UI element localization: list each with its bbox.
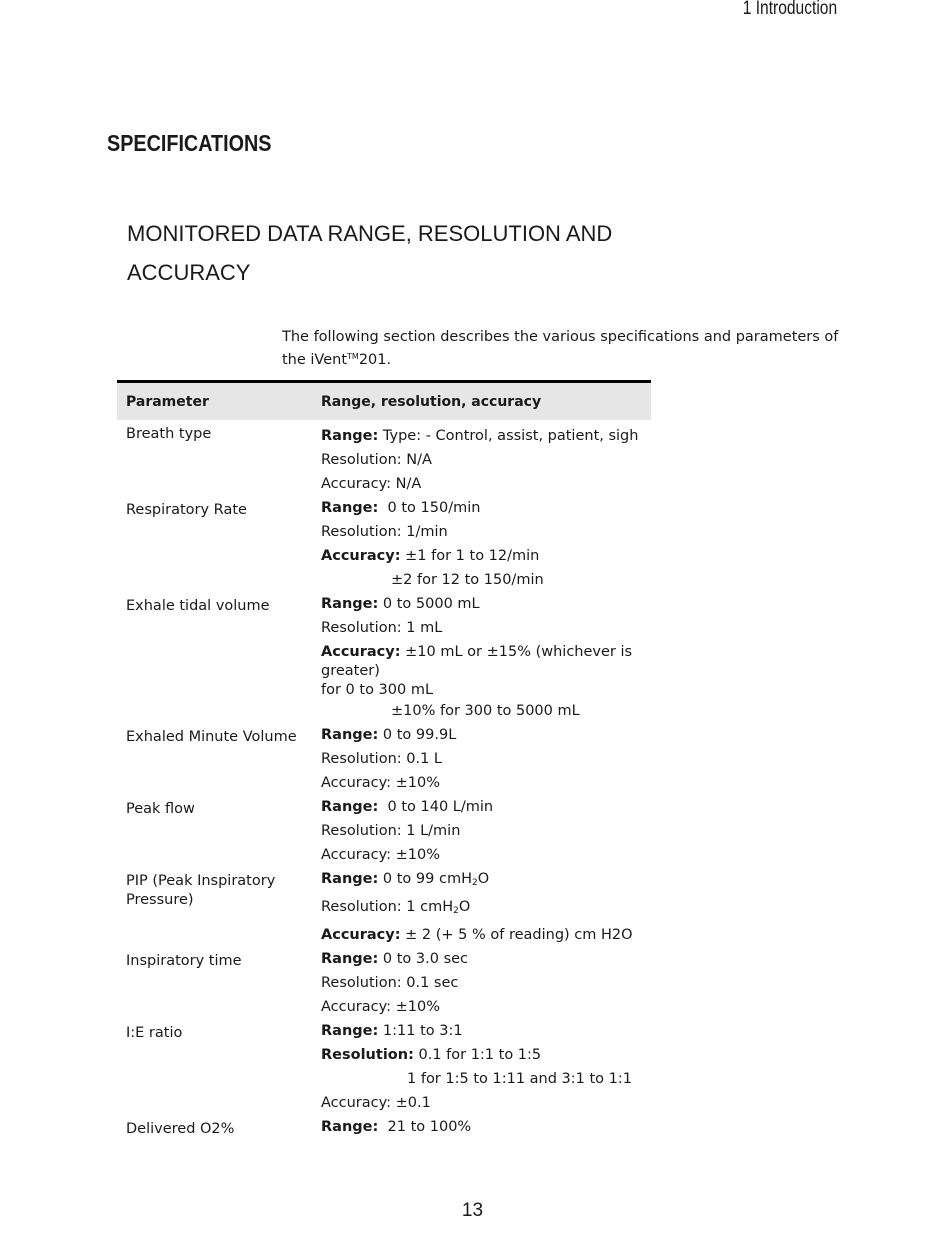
- spec-label: Range:: [321, 799, 379, 815]
- spec-cell: [312, 948, 651, 1020]
- spec-text: 0 to 3.0 sec: [378, 951, 469, 967]
- table-body: [117, 420, 651, 1140]
- parameter-cell: Exhale tidal volume: [126, 598, 270, 614]
- spec-line: [321, 473, 642, 497]
- section-title: SPECIFICATIONS: [107, 130, 272, 156]
- spec-text: Resolution: 1 mL: [321, 620, 443, 636]
- spec-text: Resolution: 1/min: [321, 524, 448, 540]
- spec-line: [321, 772, 642, 796]
- spec-label: Accuracy:: [321, 927, 401, 943]
- spec-label: Range:: [321, 871, 379, 887]
- spec-text: 1:11 to 3:1: [378, 1023, 463, 1039]
- spec-label: Range:: [321, 596, 379, 612]
- spec-line: [321, 700, 642, 724]
- spec-line: [321, 569, 642, 593]
- trademark-symbol: TM: [347, 351, 359, 361]
- spec-line: [321, 545, 642, 569]
- spec-label: Range:: [321, 1119, 379, 1135]
- spec-line: [321, 425, 642, 449]
- spec-line: [321, 1044, 642, 1068]
- intro-text: The following section describes the various specifications and parameters of the iVent: [282, 328, 839, 368]
- spec-line: [321, 449, 642, 473]
- spec-text: Type: - Control, assist, patient, sigh: [378, 428, 639, 444]
- spec-line: [321, 924, 642, 948]
- spec-text: Accuracy: ±10%: [321, 999, 441, 1015]
- spec-text: ± 2 (+ 5 % of reading) cm H2O: [400, 927, 633, 943]
- spec-text: 0 to 140 L/min: [378, 799, 494, 815]
- spec-line: [321, 641, 642, 681]
- spec-label: Resolution:: [321, 1047, 414, 1063]
- spec-text: 0 to 99.9L: [378, 727, 457, 743]
- spec-line: [321, 896, 642, 924]
- spec-label: Range:: [321, 1023, 379, 1039]
- spec-label: Accuracy:: [321, 644, 401, 660]
- parameter-cell: Exhaled Minute Volume: [126, 729, 297, 745]
- spec-text: ±10 mL or ±15% (whichever is greater): [321, 644, 637, 679]
- spec-line: [321, 796, 642, 820]
- spec-line: [321, 844, 642, 868]
- spec-line: [321, 1020, 642, 1044]
- spec-text: Resolution: 0.1 L: [321, 751, 443, 767]
- spec-line: [321, 1068, 642, 1092]
- table-row: [117, 868, 651, 948]
- spec-line: [321, 1092, 642, 1116]
- subsection-title: MONITORED DATA RANGE, RESOLUTION AND ACCURACY: [127, 221, 613, 285]
- spec-line: [321, 617, 642, 641]
- parameter-cell: Peak flow: [126, 801, 195, 817]
- spec-label: Range:: [321, 500, 379, 516]
- spec-text: ±1 for 1 to 12/min: [400, 548, 540, 564]
- table-row: [117, 1116, 651, 1140]
- page-number: 13: [461, 1200, 484, 1221]
- spec-line: [321, 521, 642, 545]
- spec-text: Resolution: 0.1 sec: [321, 975, 459, 991]
- spec-label: Accuracy:: [321, 548, 401, 564]
- spec-cell: [312, 497, 651, 593]
- spec-cell: [312, 1116, 651, 1140]
- spec-label: Range:: [321, 951, 379, 967]
- spec-text: 0 to 99 cmH: [378, 871, 472, 887]
- spec-cell: [312, 796, 651, 868]
- specifications-table: [117, 380, 651, 1140]
- spec-cell: [312, 420, 651, 497]
- spec-cell: [312, 868, 651, 948]
- spec-text: 0 to 5000 mL: [378, 596, 480, 612]
- parameter-cell: Respiratory Rate: [126, 502, 247, 518]
- spec-text: 1 for 1:5 to 1:11 and 3:1 to 1:1: [407, 1071, 632, 1087]
- spec-line: [321, 948, 642, 972]
- spec-text: Resolution: N/A: [321, 452, 432, 468]
- table-row: [117, 497, 651, 593]
- spec-label: Range:: [321, 727, 379, 743]
- column-header-range: Range, resolution, accuracy: [312, 382, 651, 421]
- spec-line: [321, 724, 642, 748]
- spec-cell: [312, 1020, 651, 1116]
- parameter-cell: PIP (Peak Inspiratory Pressure): [126, 873, 276, 908]
- parameter-cell: Breath type: [126, 426, 212, 442]
- spec-text: 21 to 100%: [378, 1119, 472, 1135]
- intro-paragraph: [282, 328, 857, 370]
- spec-line: [321, 868, 642, 896]
- intro-text-end: 201.: [358, 351, 392, 368]
- spec-text-end: O: [477, 871, 490, 887]
- spec-line: [321, 972, 642, 996]
- spec-text: Accuracy: ±10%: [321, 775, 441, 791]
- spec-text: Resolution: 1 cmH: [321, 899, 454, 915]
- spec-text: ±2 for 12 to 150/min: [391, 572, 544, 588]
- spec-text: Accuracy: ±10%: [321, 847, 441, 863]
- spec-cell: [312, 724, 651, 796]
- table-header-row: [117, 382, 651, 421]
- parameter-cell: Delivered O2%: [126, 1121, 235, 1137]
- spec-line: [321, 497, 642, 521]
- table-row: [117, 1020, 651, 1116]
- spec-line: [321, 681, 642, 700]
- subscript: 2: [453, 906, 459, 916]
- parameter-cell: Inspiratory time: [126, 953, 242, 969]
- spec-text: 0.1 for 1:1 to 1:5: [413, 1047, 542, 1063]
- running-header: 1 Introduction: [742, 0, 837, 19]
- spec-text: Accuracy: ±0.1: [321, 1095, 431, 1111]
- parameter-cell: I:E ratio: [126, 1025, 183, 1041]
- column-header-parameter: Parameter: [117, 382, 312, 421]
- subscript: 2: [471, 878, 478, 888]
- spec-text: Resolution: 1 L/min: [321, 823, 461, 839]
- table-row: [117, 724, 651, 796]
- spec-text: 0 to 150/min: [378, 500, 481, 516]
- spec-cell: [312, 593, 651, 724]
- spec-label: Range:: [321, 428, 379, 444]
- spec-text: for 0 to 300 mL: [321, 682, 434, 698]
- spec-text: ±10% for 300 to 5000 mL: [391, 703, 580, 719]
- table-row: [117, 593, 651, 724]
- table-row: [117, 796, 651, 868]
- spec-text: Accuracy: N/A: [321, 476, 422, 492]
- spec-line: [321, 996, 642, 1020]
- spec-line: [321, 820, 642, 844]
- spec-text-end: O: [458, 899, 471, 915]
- spec-line: [321, 593, 642, 617]
- spec-line: [321, 1116, 642, 1140]
- table-row: [117, 948, 651, 1020]
- table-row: [117, 420, 651, 497]
- spec-line: [321, 748, 642, 772]
